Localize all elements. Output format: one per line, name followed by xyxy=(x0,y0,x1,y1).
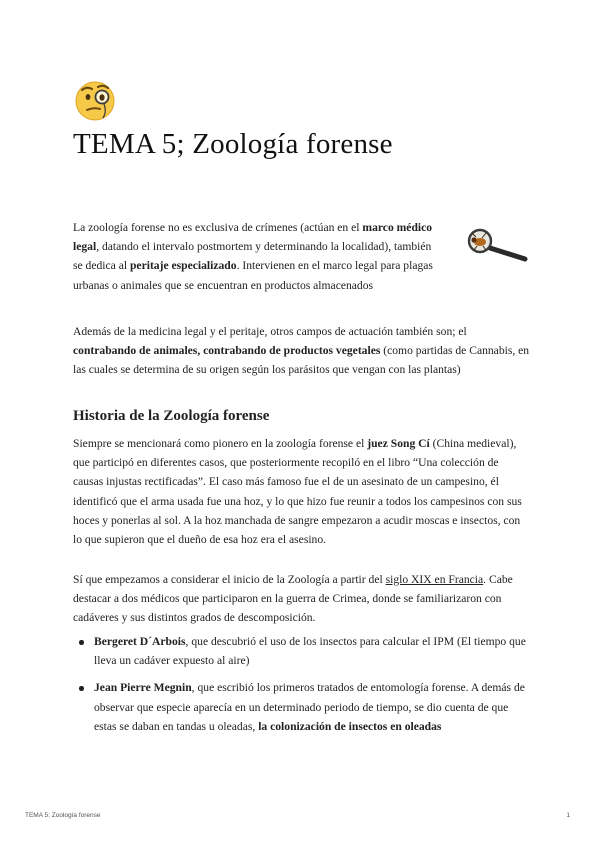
intro-paragraph: La zoología forense no es exclusiva de crímenes (actúan en el marco médico legal, datando el intervalo postmortem y determinando la localidad), también se dedica al peritaje especializado. Intervienen en el marco legal para plagas urbanas o animales que se encuentran en productos almacenados xyxy=(73,221,433,292)
history-paragraph: Siempre se mencionará como pionero en la zoología forense el juez Song Cí (China medieval), que participó en diferentes casos, que posteriormente recopiló en el libro “Una colección de causas injustas rectificadas”. El caso más famoso fue el de un asesinato de un campesino, él identificó que el arma usada fue una hoz, y lo que hizo fue reunir a todos los campesinos con sus hoces y ponerlas al sol. A la hoz manchada de sangre empezaron a acudir moscas e insectos, con lo que supieron que el dueño de esa hoz era el asesino. xyxy=(73,437,522,547)
bullet-icon xyxy=(79,686,84,691)
list-item: Bergeret D´Arbois, que descubrió el uso de los insectos para calcular el IPM (El tiempo que lleva un cadáver expuesto al aire) xyxy=(73,632,531,670)
magnifier-insect-icon xyxy=(464,228,528,264)
other-fields-paragraph: Además de la medicina legal y el peritaje, otros campos de actuación también son; el contrabando de animales, contrabando de productos vegetales (como partidas de Cannabis, en las cuales se determina de su origen según los parásitos que vengan con las plantas) xyxy=(73,325,530,377)
page-title: TEMA 5; Zoología forense xyxy=(73,128,393,160)
xix-century-paragraph: Sí que empezamos a considerar el inicio de la Zoología a partir del siglo XIX en Francia. Cabe destacar a dos médicos que participaron en la guerra de Crimea, donde se familiarizaron con cadáveres y sus distintos grados de descomposición. xyxy=(73,573,513,625)
section-heading-history: Historia de la Zoología forense xyxy=(73,408,270,424)
footer-title: TEMA 5; Zoología forense xyxy=(25,812,101,819)
bullet-icon xyxy=(79,640,84,645)
xix-century-link: siglo XIX en Francia xyxy=(385,573,484,586)
page-number: 1 xyxy=(566,812,570,819)
pioneers-list xyxy=(73,632,531,744)
list-item: Jean Pierre Megnin, que escribió los primeros tratados de entomología forense. A demás de observar que especie aparecía en un determinado periodo de tiempo, se dio cuenta de que estas se daban en tandas u oleadas, la colonización de insectos en oleadas xyxy=(73,678,531,736)
monocle-face-icon xyxy=(73,78,117,122)
